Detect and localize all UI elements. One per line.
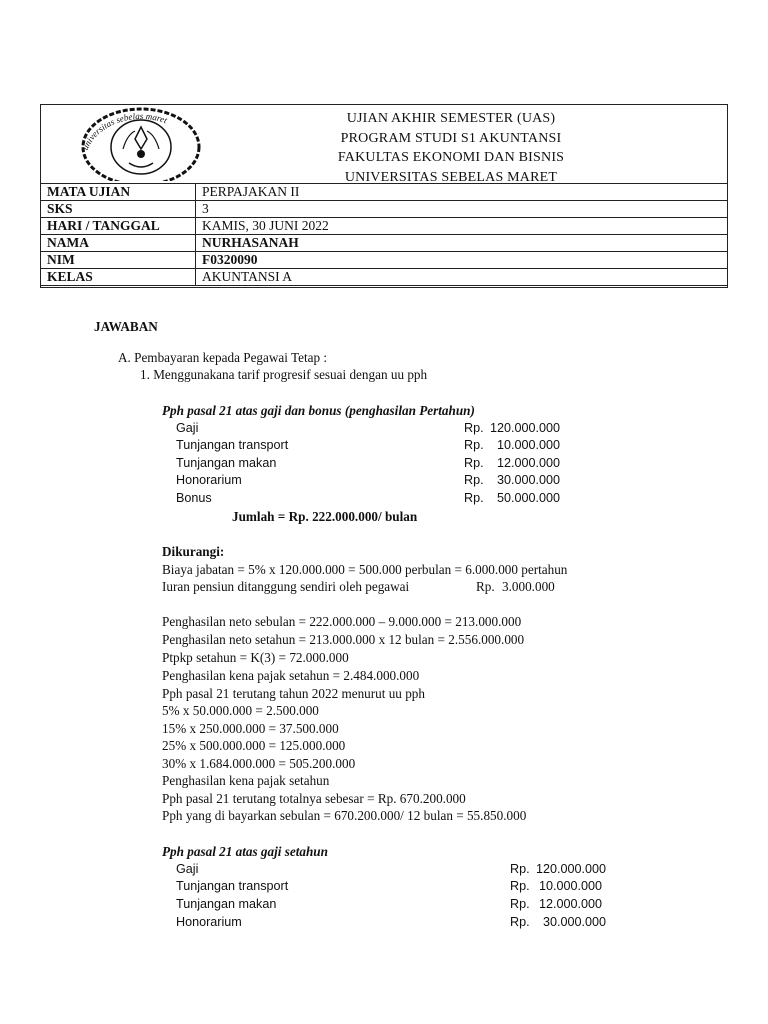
iuran-label: Iuran pensiun ditanggung sendiri oleh pegawai <box>162 579 410 594</box>
table-row <box>41 235 728 252</box>
label-nim: NIM <box>41 252 196 269</box>
list-item-amount: 12.000.000 <box>538 897 602 911</box>
value-mata-ujian: PERPAJAKAN II <box>196 184 728 201</box>
list-item-currency: Rp. <box>510 862 530 876</box>
value-hari-tanggal: KAMIS, 30 JUNI 2022 <box>196 218 728 235</box>
list-item-label: Tunjangan makan <box>176 897 277 911</box>
list-item-currency: Rp. <box>510 879 530 893</box>
list-item-amount: 30.000.000 <box>496 473 560 487</box>
list-item-label: Gaji <box>176 862 199 876</box>
label-sks: SKS <box>41 201 196 218</box>
list-item-amount: 12.000.000 <box>496 456 560 470</box>
list-item-label: Honorarium <box>176 915 242 929</box>
list-item-currency: Rp. <box>510 915 530 929</box>
dikurangi-heading: Dikurangi: <box>162 544 225 559</box>
section-2-title: Pph pasal 21 atas gaji setahun <box>162 844 328 859</box>
list-item-currency: Rp. <box>510 897 530 911</box>
svg-text:universitas sebelas maret: universitas sebelas maret <box>79 110 169 152</box>
calc-line: 30% x 1.684.000.000 = 505.200.000 <box>162 756 356 771</box>
exam-info-table <box>40 183 728 286</box>
list-item-label: Tunjangan transport <box>176 438 289 452</box>
exam-header <box>40 104 728 288</box>
calc-line: 25% x 500.000.000 = 125.000.000 <box>162 738 346 753</box>
list-item-label: Tunjangan makan <box>176 456 277 470</box>
jumlah-total: Jumlah = Rp. 222.000.000/ bulan <box>232 509 418 524</box>
label-kelas: KELAS <box>41 269 196 286</box>
value-sks: 3 <box>196 201 728 218</box>
list-item-label: Tunjangan transport <box>176 879 289 893</box>
section-a-heading: A. Pembayaran kepada Pegawai Tetap : <box>118 350 328 365</box>
calc-line: Penghasilan neto setahun = 213.000.000 x 12 bulan = 2.556.000.000 <box>162 632 525 647</box>
list-item-amount: 10.000.000 <box>538 879 602 893</box>
jawaban-heading: JAWABAN <box>94 319 158 334</box>
table-row <box>41 184 728 201</box>
calc-line: 15% x 250.000.000 = 37.500.000 <box>162 721 339 736</box>
title-line-4: UNIVERSITAS SEBELAS MARET <box>344 169 558 185</box>
title-line-2: PROGRAM STUDI S1 AKUNTANSI <box>340 130 562 146</box>
value-nim: F0320090 <box>196 252 728 269</box>
university-logo <box>71 105 211 181</box>
list-item-currency: Rp. <box>464 456 484 470</box>
value-nama: NURHASANAH <box>196 235 728 252</box>
calc-line: Pph pasal 21 terutang tahun 2022 menurut uu pph <box>162 686 425 701</box>
list-item-label: Bonus <box>176 491 212 505</box>
iuran-amount: 3.000.000 <box>502 579 555 594</box>
calc-line: Penghasilan kena pajak setahun = 2.484.000.000 <box>162 668 420 683</box>
value-kelas: AKUNTANSI A <box>196 269 728 286</box>
list-item-label: Gaji <box>176 421 199 435</box>
biaya-jabatan-line: Biaya jabatan = 5% x 120.000.000 = 500.000 perbulan = 6.000.000 pertahun <box>162 562 568 577</box>
calc-line: Penghasilan kena pajak setahun <box>162 773 330 788</box>
table-row <box>41 201 728 218</box>
label-mata-ujian: MATA UJIAN <box>41 184 196 201</box>
list-item-currency: Rp. <box>464 421 484 435</box>
table-row <box>41 269 728 286</box>
list-item-currency: Rp. <box>464 473 484 487</box>
calc-line: 5% x 50.000.000 = 2.500.000 <box>162 703 319 718</box>
table-row <box>41 218 728 235</box>
title-line-3: FAKULTAS EKONOMI DAN BISNIS <box>337 150 565 165</box>
item-1-text: 1. Menggunakana tarif progresif sesuai dengan uu pph <box>140 367 428 382</box>
iuran-currency: Rp. <box>476 579 495 594</box>
label-nama: NAMA <box>41 235 196 252</box>
list-item-label: Honorarium <box>176 473 242 487</box>
list-item-currency: Rp. <box>464 491 484 505</box>
title-line-1: UJIAN AKHIR SEMESTER (UAS) <box>346 111 556 126</box>
header-titles <box>241 109 661 187</box>
label-hari-tanggal: HARI / TANGGAL <box>41 218 196 235</box>
list-item-amount: 50.000.000 <box>496 491 560 505</box>
table-row <box>41 252 728 269</box>
calc-line: Pph yang di bayarkan sebulan = 670.200.000/ 12 bulan = 55.850.000 <box>162 808 527 823</box>
list-item-currency: Rp. <box>464 438 484 452</box>
calc-line: Ptpkp setahun = K(3) = 72.000.000 <box>162 650 349 665</box>
section-1-title: Pph pasal 21 atas gaji dan bonus (penghasilan Pertahun) <box>162 403 475 418</box>
list-item-amount: 120.000.000 <box>535 862 606 876</box>
list-item-amount: 30.000.000 <box>542 915 606 929</box>
list-item-amount: 120.000.000 <box>490 421 561 435</box>
calc-line: Penghasilan neto sebulan = 222.000.000 – 9.000.000 = 213.000.000 <box>162 614 522 629</box>
list-item-amount: 10.000.000 <box>496 438 560 452</box>
calc-line: Pph pasal 21 terutang totalnya sebesar = Rp. 670.200.000 <box>162 791 466 806</box>
